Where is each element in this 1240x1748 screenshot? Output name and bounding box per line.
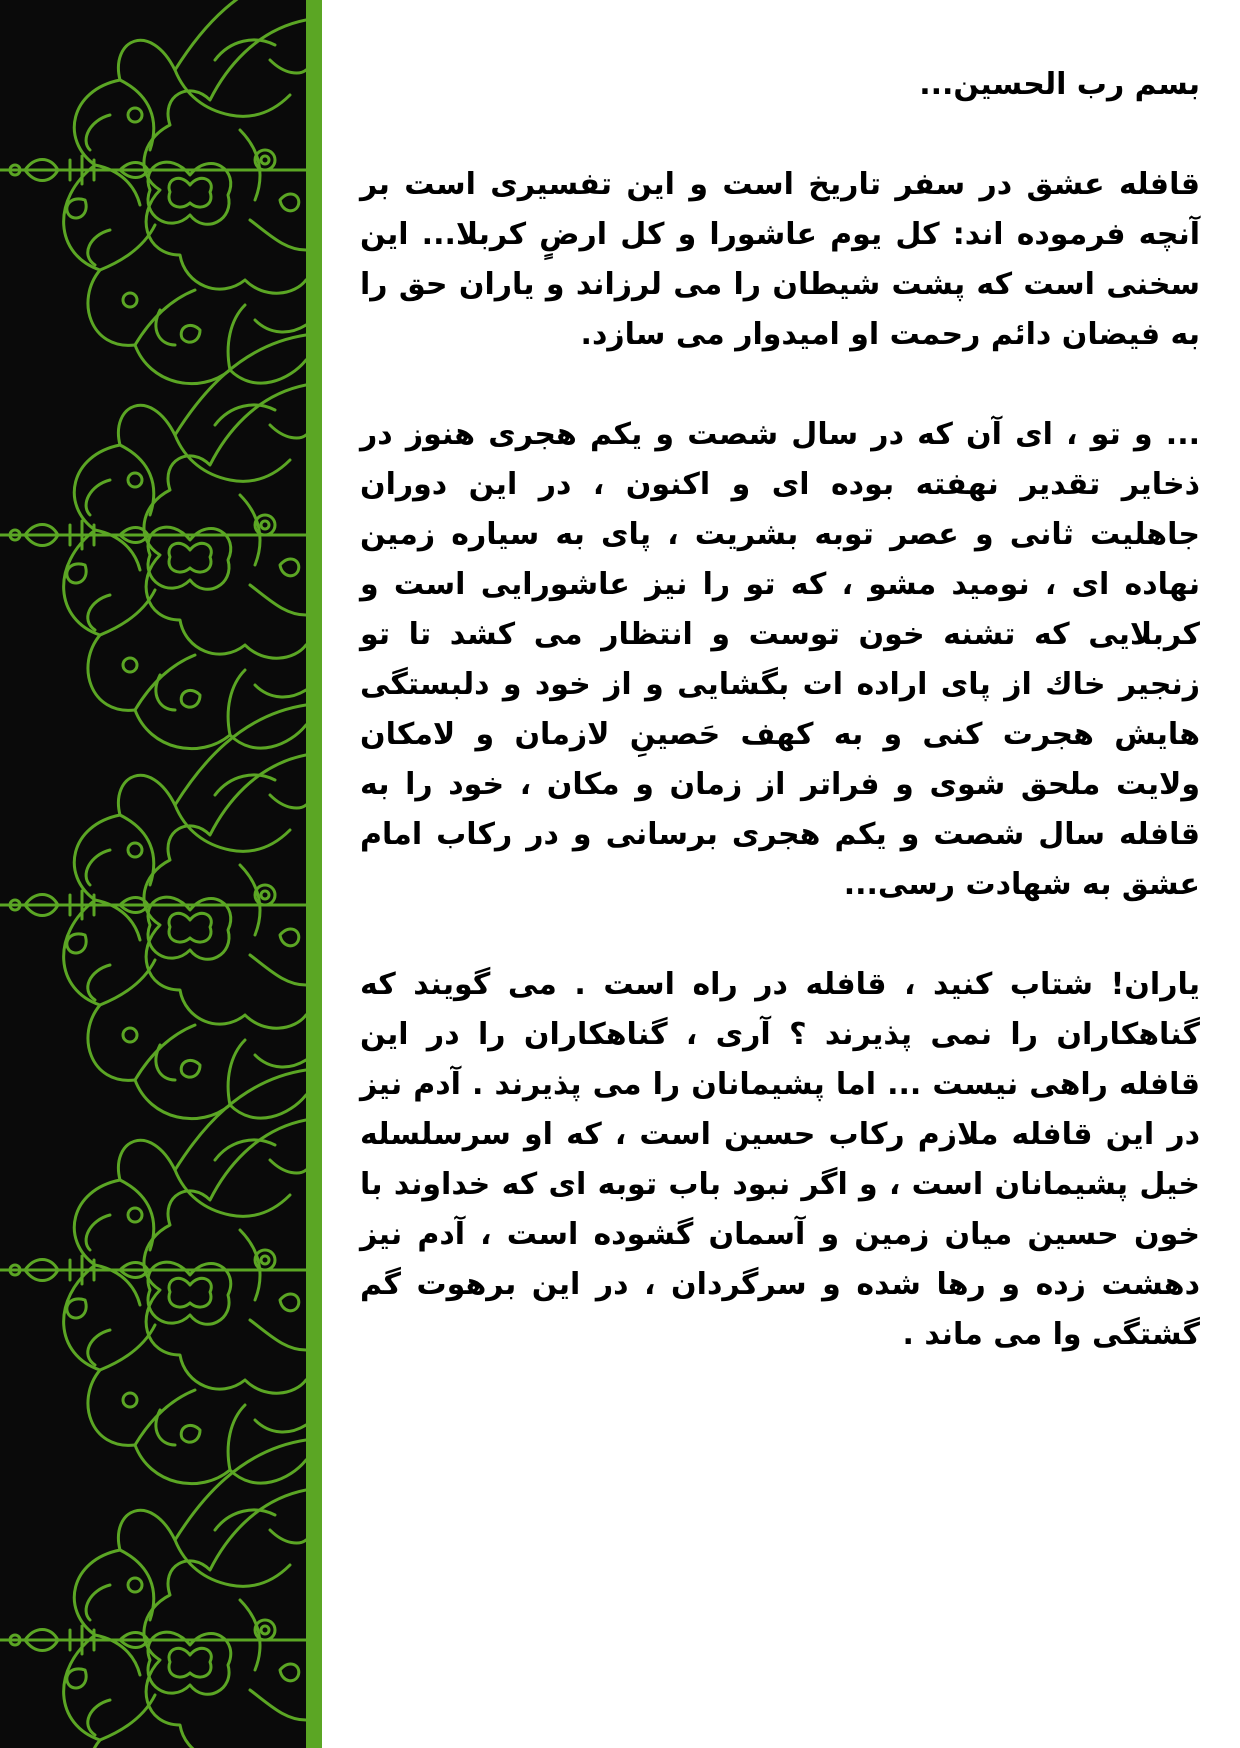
persian-arabesque-ornament-icon: [0, 0, 306, 1748]
green-divider-bar: [306, 0, 322, 1748]
decorative-side-panel: [0, 0, 306, 1748]
document-body: [360, 60, 1200, 1410]
document-heading: بسم رب الحسین...: [919, 67, 1200, 102]
paragraph-3: یاران! شتاب کنید ، قافله در راه است . می گویند که گناهکاران را نمی پذیرند ؟ آری ، گناهکاران را در این قافله راهی نیست ... اما پشیمانان را می پذیرند . آدم نیز در این قافله ملازم رکاب حسین است ، که او سرسلسله خیل پشیمانان است ، و اگر نبود باب توبه ای که خداوند با خون حسین میان زمین و آسمان گشوده است ، آدم نیز دهشت زده و رها شده و سرگردان ، در این برهوت گم گشتگی وا می ماند .: [360, 967, 1200, 1352]
paragraph-1: قافله عشق در سفر تاریخ است و این تفسیری است بر آنچه فرموده اند: کل یوم عاشورا و کل ارضٍ کربلا... این سخنی است که پشت شیطان را می لرزاند و یاران حق را به فیضان دائم رحمت او امیدوار می سازد.: [360, 167, 1200, 352]
paragraph-2: ... و تو ، ای آن که در سال شصت و یکم هجری هنوز در ذخایر تقدیر نهفته بوده ای و اکنون ، در این دوران جاهلیت ثانی و عصر توبه بشریت ، پای به سیاره زمین نهاده ای ، نومید مشو ، که تو را نیز عاشورایی است و کربلایی که تشنه خون توست و انتظار می کشد تا تو زنجیر خاك از پای اراده ات بگشایی و از خود و دلبستگی هایش هجرت کنی و به کهف حَصینِ لازمان و لامکان ولایت ملحق شوی و فراتر از زمان و مکان ، خود را به قافله سال شصت و یکم هجری برسانی و در رکاب امام عشق به شهادت رسی...: [360, 417, 1200, 902]
